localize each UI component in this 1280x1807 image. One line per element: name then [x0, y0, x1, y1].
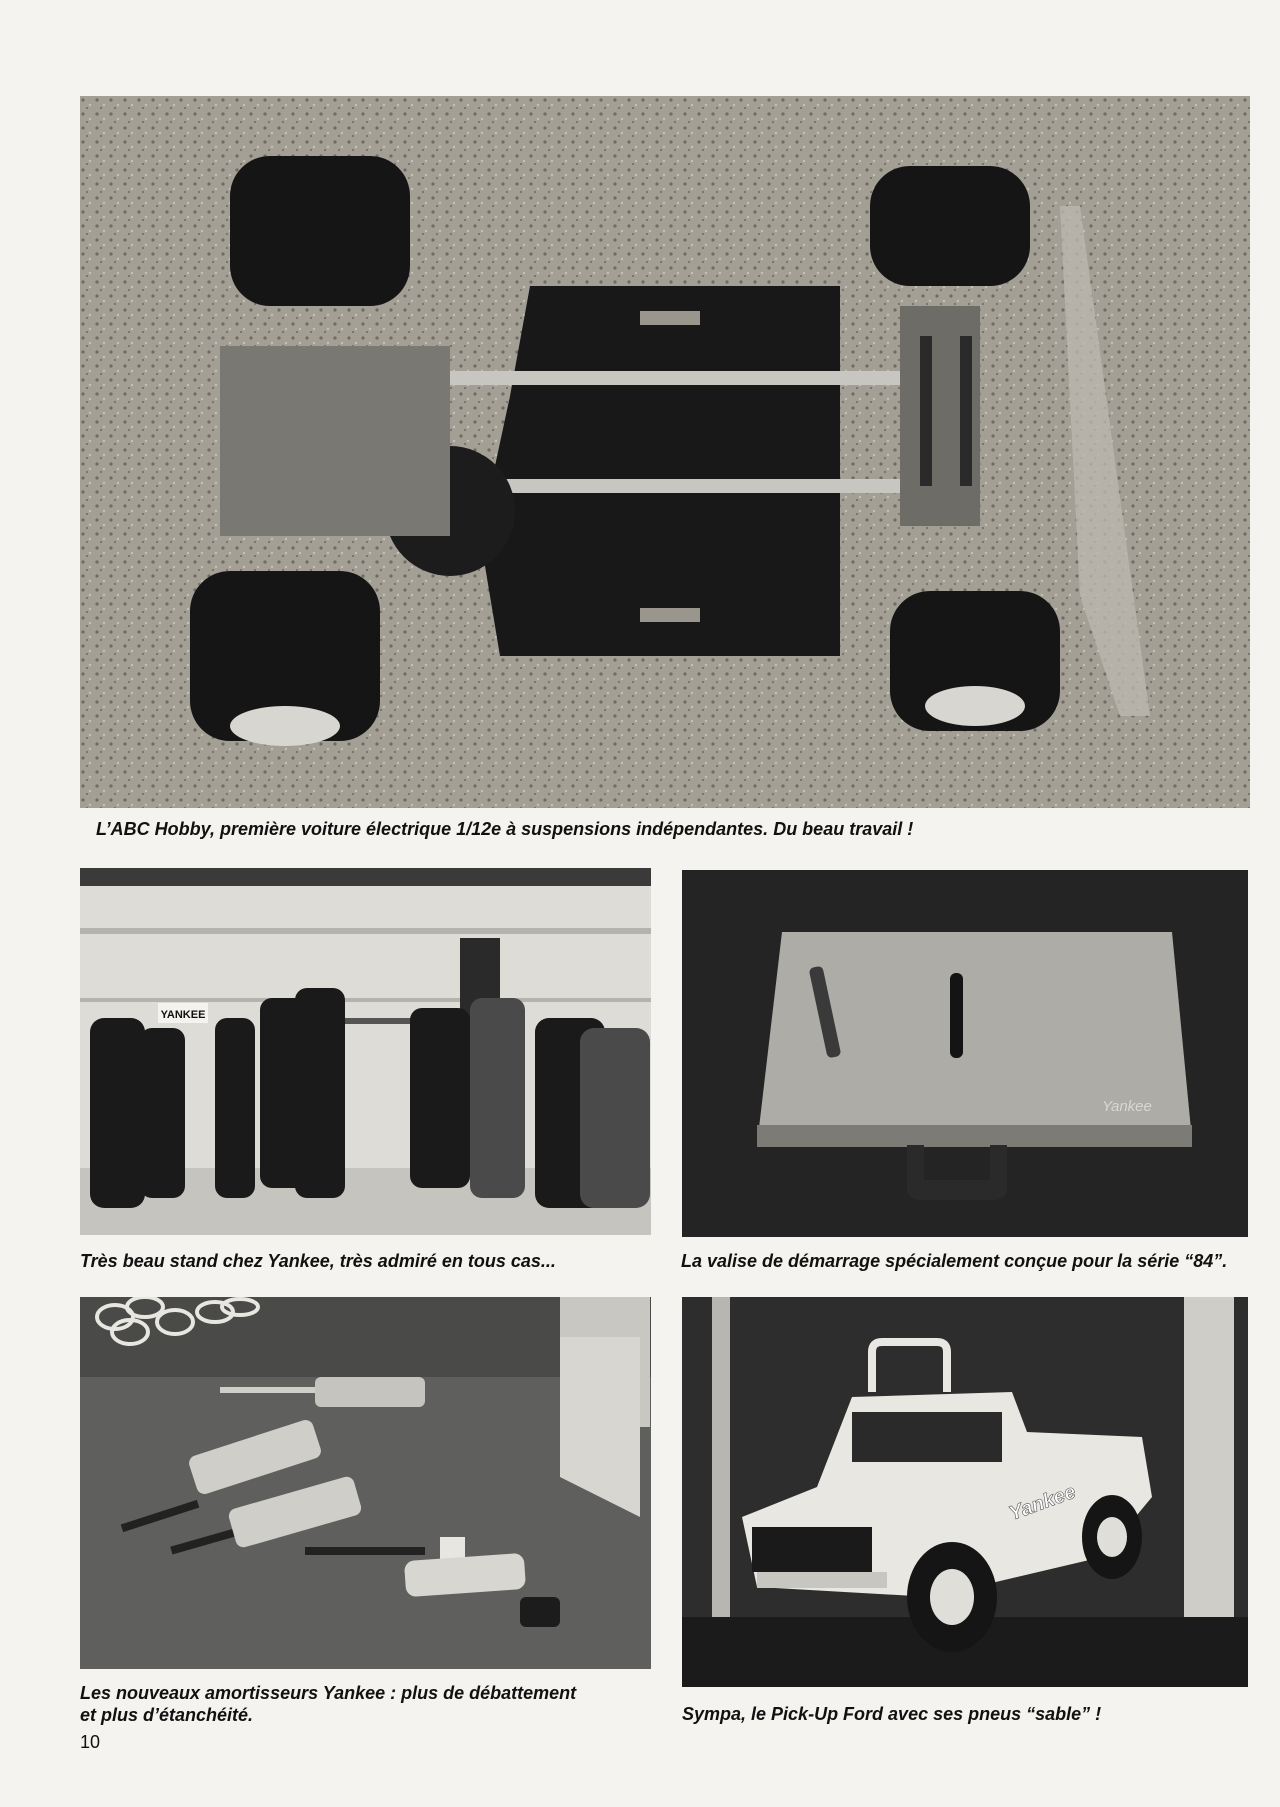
photo-pickup-ford [682, 1297, 1248, 1687]
photo-shock-absorbers [80, 1297, 651, 1669]
caption-case: La valise de démarrage spécialement conçue pour la série “84”. [681, 1251, 1228, 1271]
case-logo-text: Yankee [1102, 1098, 1152, 1115]
caption-shocks [80, 1682, 660, 1726]
caption-shocks-line2: et plus d’étanchéité. [80, 1705, 254, 1725]
caption-chassis: L’ABC Hobby, première voiture électrique 1/12e à suspensions indépendantes. Du beau travail ! [96, 819, 914, 839]
page-number: 10 [80, 1732, 101, 1752]
photo-yankee-stand [80, 868, 651, 1235]
caption-shocks-line1: Les nouveaux amortisseurs Yankee : plus de débattement [80, 1683, 577, 1703]
photo-starter-case [682, 870, 1248, 1237]
caption-pickup: Sympa, le Pick-Up Ford avec ses pneus “sable” ! [682, 1704, 1102, 1724]
caption-stand: Très beau stand chez Yankee, très admiré en tous cas... [80, 1251, 556, 1271]
stand-sign-text: YANKEE [160, 1009, 206, 1021]
photo-rc-chassis [80, 96, 1250, 808]
pickup-logo-text: Yankee [1006, 1480, 1079, 1526]
